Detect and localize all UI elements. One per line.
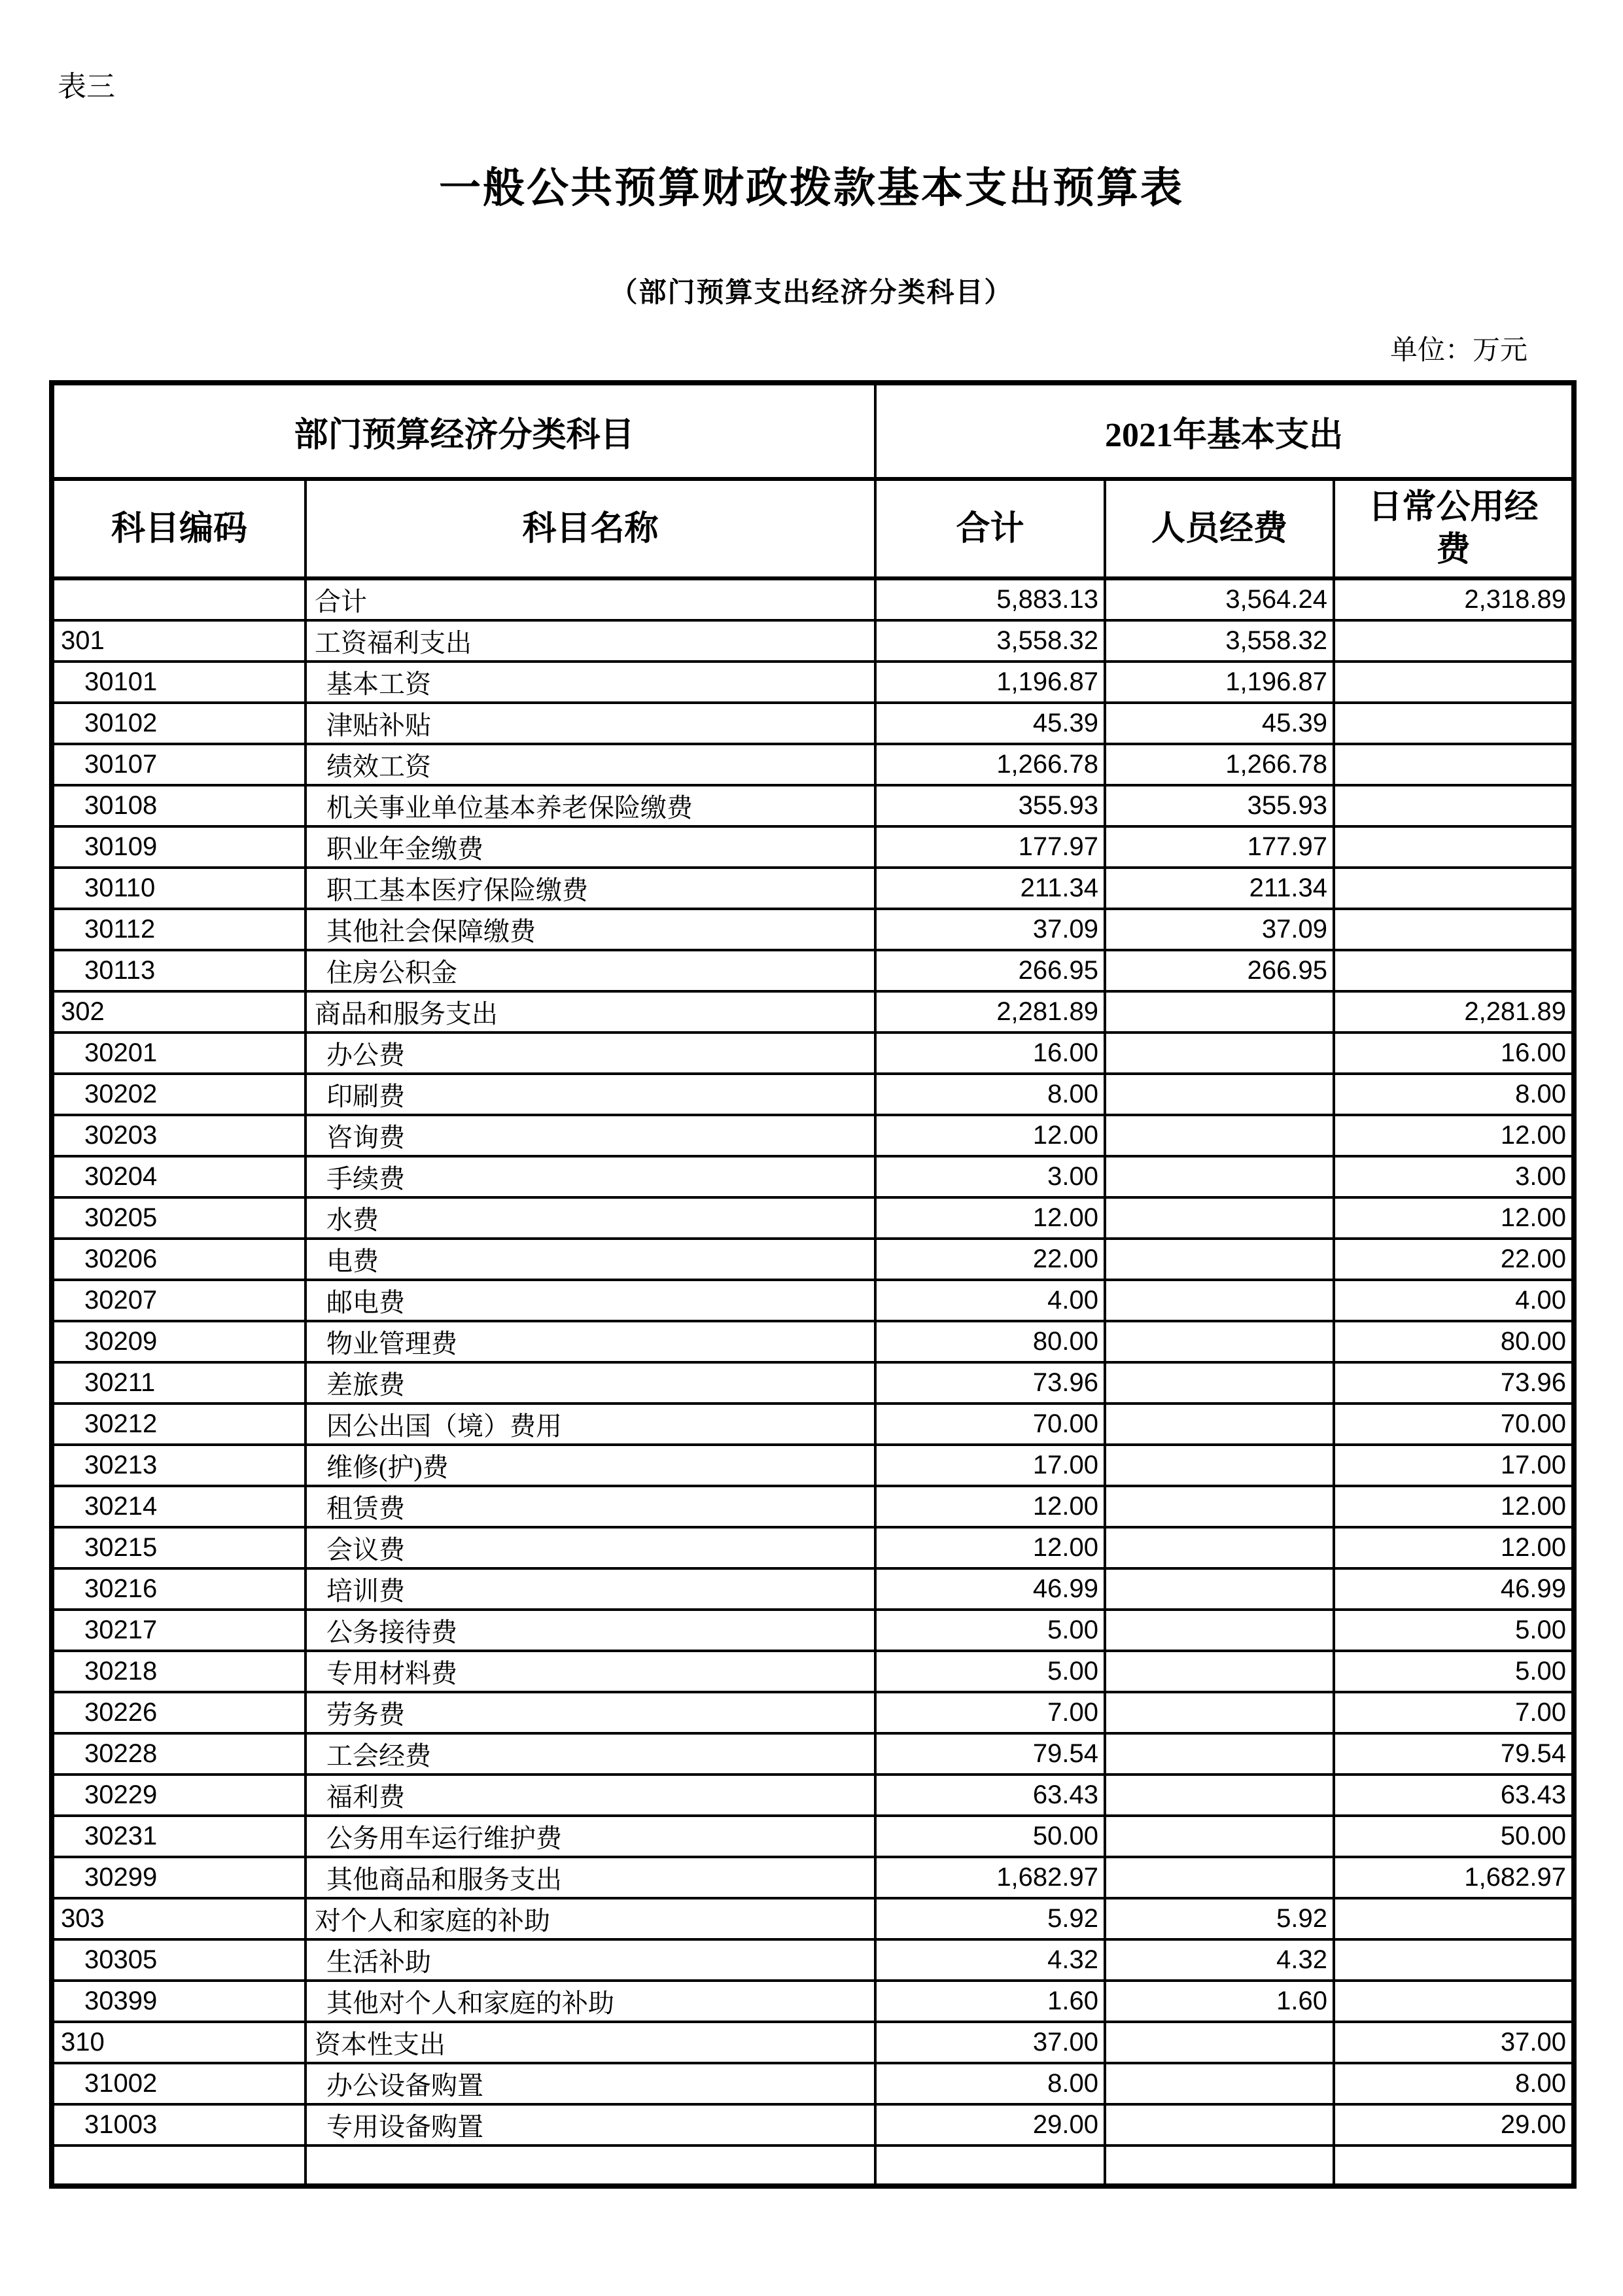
cell-daily: 29.00 bbox=[1334, 2104, 1574, 2146]
cell-personnel bbox=[1105, 1733, 1334, 1775]
cell-daily: 79.54 bbox=[1334, 1733, 1574, 1775]
cell-daily bbox=[1334, 662, 1574, 703]
table-row bbox=[52, 1898, 1574, 1939]
cell-daily bbox=[1334, 785, 1574, 826]
cell-subject-code: 30216 bbox=[52, 1568, 305, 1610]
header-group-row bbox=[52, 383, 1574, 479]
cell-subject-code: 31003 bbox=[52, 2104, 305, 2146]
cell-daily bbox=[1334, 620, 1574, 662]
cell-total: 3.00 bbox=[875, 1156, 1105, 1197]
cell-personnel: 211.34 bbox=[1105, 868, 1334, 909]
cell-subject-code: 30108 bbox=[52, 785, 305, 826]
header-columns-row bbox=[52, 479, 1574, 578]
cell-subject-name: 工会经费 bbox=[305, 1733, 875, 1775]
cell-subject-code: 30203 bbox=[52, 1115, 305, 1156]
cell-personnel bbox=[1105, 1527, 1334, 1568]
cell-total: 8.00 bbox=[875, 1074, 1105, 1115]
cell-daily: 12.00 bbox=[1334, 1197, 1574, 1239]
cell-subject-name: 其他社会保障缴费 bbox=[305, 909, 875, 950]
cell-personnel bbox=[1105, 1692, 1334, 1733]
cell-subject-code: 31002 bbox=[52, 2063, 305, 2104]
table-row bbox=[52, 1568, 1574, 1610]
cell-subject-code: 30204 bbox=[52, 1156, 305, 1197]
table-row bbox=[52, 1321, 1574, 1362]
cell-subject-name: 商品和服务支出 bbox=[305, 991, 875, 1033]
budget-table bbox=[49, 380, 1577, 2189]
cell-subject-name: 水费 bbox=[305, 1197, 875, 1239]
cell-subject-code: 30231 bbox=[52, 1816, 305, 1857]
cell-personnel: 355.93 bbox=[1105, 785, 1334, 826]
header-group-right: 2021年基本支出 bbox=[875, 383, 1574, 479]
cell-personnel: 266.95 bbox=[1105, 950, 1334, 991]
cell-subject-code: 30299 bbox=[52, 1857, 305, 1898]
cell-subject-name: 职工基本医疗保险缴费 bbox=[305, 868, 875, 909]
cell-personnel bbox=[1105, 1115, 1334, 1156]
cell-daily: 70.00 bbox=[1334, 1404, 1574, 1445]
table-row bbox=[52, 1074, 1574, 1115]
cell-total: 5,883.13 bbox=[875, 578, 1105, 620]
table-row bbox=[52, 1692, 1574, 1733]
cell-subject-name: 津贴补贴 bbox=[305, 703, 875, 744]
cell-subject-code: 30209 bbox=[52, 1321, 305, 1362]
cell-total: 5.00 bbox=[875, 1651, 1105, 1692]
table-row bbox=[52, 868, 1574, 909]
cell-subject-name: 公务接待费 bbox=[305, 1610, 875, 1651]
cell-daily: 4.00 bbox=[1334, 1280, 1574, 1321]
cell-total: 12.00 bbox=[875, 1527, 1105, 1568]
cell-total: 29.00 bbox=[875, 2104, 1105, 2146]
table-row bbox=[52, 1857, 1574, 1898]
cell-subject-name: 工资福利支出 bbox=[305, 620, 875, 662]
cell-total: 16.00 bbox=[875, 1033, 1105, 1074]
cell-daily: 80.00 bbox=[1334, 1321, 1574, 1362]
cell-total: 22.00 bbox=[875, 1239, 1105, 1280]
cell-total: 177.97 bbox=[875, 826, 1105, 868]
cell-total: 12.00 bbox=[875, 1115, 1105, 1156]
cell-personnel bbox=[1105, 2022, 1334, 2063]
cell-subject-code: 30228 bbox=[52, 1733, 305, 1775]
cell-total: 7.00 bbox=[875, 1692, 1105, 1733]
table-row bbox=[52, 744, 1574, 785]
cell-subject-name: 专用材料费 bbox=[305, 1651, 875, 1692]
cell-subject-code bbox=[52, 578, 305, 620]
table-row bbox=[52, 1610, 1574, 1651]
cell-daily: 12.00 bbox=[1334, 1527, 1574, 1568]
table-row bbox=[52, 703, 1574, 744]
cell-subject-code: 30109 bbox=[52, 826, 305, 868]
table-row bbox=[52, 1197, 1574, 1239]
cell-personnel bbox=[1105, 1280, 1334, 1321]
cell-personnel: 4.32 bbox=[1105, 1939, 1334, 1981]
cell-total: 2,281.89 bbox=[875, 991, 1105, 1033]
cell-daily: 2,318.89 bbox=[1334, 578, 1574, 620]
cell-subject-name: 其他对个人和家庭的补助 bbox=[305, 1981, 875, 2022]
table-row bbox=[52, 909, 1574, 950]
cell-subject-name: 印刷费 bbox=[305, 1074, 875, 1115]
cell-subject-name: 基本工资 bbox=[305, 662, 875, 703]
cell-daily: 37.00 bbox=[1334, 2022, 1574, 2063]
cell-total: 211.34 bbox=[875, 868, 1105, 909]
cell-daily bbox=[1334, 1898, 1574, 1939]
cell-daily bbox=[1334, 950, 1574, 991]
cell-subject-code: 30113 bbox=[52, 950, 305, 991]
cell-daily bbox=[1334, 703, 1574, 744]
cell-personnel: 45.39 bbox=[1105, 703, 1334, 744]
cell-daily: 7.00 bbox=[1334, 1692, 1574, 1733]
cell-daily: 63.43 bbox=[1334, 1775, 1574, 1816]
cell-subject-code: 310 bbox=[52, 2022, 305, 2063]
cell-personnel bbox=[1105, 1445, 1334, 1486]
cell-subject-code: 30201 bbox=[52, 1033, 305, 1074]
cell-subject-name: 对个人和家庭的补助 bbox=[305, 1898, 875, 1939]
cell-personnel: 1,196.87 bbox=[1105, 662, 1334, 703]
table-row bbox=[52, 785, 1574, 826]
cell-subject-code: 301 bbox=[52, 620, 305, 662]
cell-subject-code: 302 bbox=[52, 991, 305, 1033]
table-row bbox=[52, 1816, 1574, 1857]
cell-total: 45.39 bbox=[875, 703, 1105, 744]
cell-daily: 12.00 bbox=[1334, 1486, 1574, 1527]
table-row bbox=[52, 1239, 1574, 1280]
page-subtitle: （部门预算支出经济分类科目） bbox=[610, 278, 1013, 308]
table-row bbox=[52, 1733, 1574, 1775]
cell-subject-code: 30217 bbox=[52, 1610, 305, 1651]
cell-total: 1,196.87 bbox=[875, 662, 1105, 703]
cell-total: 5.92 bbox=[875, 1898, 1105, 1939]
cell-daily bbox=[1334, 2146, 1574, 2186]
cell-total: 4.00 bbox=[875, 1280, 1105, 1321]
table-row bbox=[52, 1981, 1574, 2022]
cell-subject-name: 物业管理费 bbox=[305, 1321, 875, 1362]
table-row bbox=[52, 1775, 1574, 1816]
cell-subject-name: 其他商品和服务支出 bbox=[305, 1857, 875, 1898]
table-row bbox=[52, 1156, 1574, 1197]
cell-daily bbox=[1334, 1981, 1574, 2022]
col-header-daily-public-funds: 日常公用经费 bbox=[1334, 479, 1574, 578]
cell-subject-name: 资本性支出 bbox=[305, 2022, 875, 2063]
table-row bbox=[52, 1486, 1574, 1527]
cell-daily bbox=[1334, 744, 1574, 785]
cell-personnel: 37.09 bbox=[1105, 909, 1334, 950]
table-row bbox=[52, 1651, 1574, 1692]
table-row bbox=[52, 950, 1574, 991]
cell-daily: 5.00 bbox=[1334, 1651, 1574, 1692]
cell-total: 1,266.78 bbox=[875, 744, 1105, 785]
cell-personnel bbox=[1105, 1775, 1334, 1816]
table-row bbox=[52, 2063, 1574, 2104]
table-row bbox=[52, 578, 1574, 620]
cell-personnel: 3,558.32 bbox=[1105, 620, 1334, 662]
cell-subject-code: 30202 bbox=[52, 1074, 305, 1115]
cell-personnel bbox=[1105, 1404, 1334, 1445]
cell-subject-name: 差旅费 bbox=[305, 1362, 875, 1404]
cell-subject-name: 培训费 bbox=[305, 1568, 875, 1610]
col-header-subject-code: 科目编码 bbox=[52, 479, 305, 578]
cell-daily bbox=[1334, 826, 1574, 868]
cell-personnel bbox=[1105, 1362, 1334, 1404]
cell-subject-code: 30215 bbox=[52, 1527, 305, 1568]
cell-subject-code: 30226 bbox=[52, 1692, 305, 1733]
cell-daily bbox=[1334, 909, 1574, 950]
cell-personnel bbox=[1105, 1610, 1334, 1651]
cell-personnel bbox=[1105, 1156, 1334, 1197]
cell-total: 12.00 bbox=[875, 1486, 1105, 1527]
cell-daily: 16.00 bbox=[1334, 1033, 1574, 1074]
table-row bbox=[52, 662, 1574, 703]
cell-personnel bbox=[1105, 1033, 1334, 1074]
table-row bbox=[52, 991, 1574, 1033]
cell-subject-name: 办公设备购置 bbox=[305, 2063, 875, 2104]
table-row bbox=[52, 2104, 1574, 2146]
cell-total: 355.93 bbox=[875, 785, 1105, 826]
cell-subject-name: 绩效工资 bbox=[305, 744, 875, 785]
cell-daily: 22.00 bbox=[1334, 1239, 1574, 1280]
cell-total: 63.43 bbox=[875, 1775, 1105, 1816]
cell-total: 37.09 bbox=[875, 909, 1105, 950]
cell-daily: 1,682.97 bbox=[1334, 1857, 1574, 1898]
cell-subject-code: 303 bbox=[52, 1898, 305, 1939]
cell-daily: 73.96 bbox=[1334, 1362, 1574, 1404]
cell-subject-name: 咨询费 bbox=[305, 1115, 875, 1156]
cell-daily: 12.00 bbox=[1334, 1115, 1574, 1156]
cell-subject-code: 30214 bbox=[52, 1486, 305, 1527]
cell-subject-name: 职业年金缴费 bbox=[305, 826, 875, 868]
cell-subject-code: 30101 bbox=[52, 662, 305, 703]
cell-daily bbox=[1334, 868, 1574, 909]
table-row bbox=[52, 1362, 1574, 1404]
cell-total: 17.00 bbox=[875, 1445, 1105, 1486]
cell-daily: 8.00 bbox=[1334, 2063, 1574, 2104]
cell-personnel: 177.97 bbox=[1105, 826, 1334, 868]
cell-subject-name: 维修(护)费 bbox=[305, 1445, 875, 1486]
cell-subject-code: 30218 bbox=[52, 1651, 305, 1692]
cell-subject-name: 福利费 bbox=[305, 1775, 875, 1816]
cell-subject-name: 住房公积金 bbox=[305, 950, 875, 991]
header-group-left: 部门预算经济分类科目 bbox=[52, 383, 875, 479]
cell-personnel bbox=[1105, 1486, 1334, 1527]
table-row bbox=[52, 1115, 1574, 1156]
cell-subject-code: 30399 bbox=[52, 1981, 305, 2022]
table-row bbox=[52, 1527, 1574, 1568]
unit-note: 单位：万元 bbox=[1389, 336, 1527, 366]
cell-total: 1,682.97 bbox=[875, 1857, 1105, 1898]
cell-subject-code: 30112 bbox=[52, 909, 305, 950]
cell-personnel bbox=[1105, 1197, 1334, 1239]
cell-subject-code: 30212 bbox=[52, 1404, 305, 1445]
cell-total: 12.00 bbox=[875, 1197, 1105, 1239]
cell-personnel bbox=[1105, 1239, 1334, 1280]
cell-total: 37.00 bbox=[875, 2022, 1105, 2063]
cell-personnel bbox=[1105, 1321, 1334, 1362]
cell-personnel bbox=[1105, 1816, 1334, 1857]
cell-total: 80.00 bbox=[875, 1321, 1105, 1362]
cell-subject-code: 30229 bbox=[52, 1775, 305, 1816]
cell-total: 3,558.32 bbox=[875, 620, 1105, 662]
table-row bbox=[52, 1280, 1574, 1321]
col-header-total: 合计 bbox=[875, 479, 1105, 578]
cell-subject-name: 办公费 bbox=[305, 1033, 875, 1074]
cell-daily: 46.99 bbox=[1334, 1568, 1574, 1610]
cell-daily: 2,281.89 bbox=[1334, 991, 1574, 1033]
table-row bbox=[52, 620, 1574, 662]
cell-total: 4.32 bbox=[875, 1939, 1105, 1981]
cell-subject-name: 电费 bbox=[305, 1239, 875, 1280]
cell-daily: 50.00 bbox=[1334, 1816, 1574, 1857]
cell-personnel bbox=[1105, 2146, 1334, 2186]
cell-total bbox=[875, 2146, 1105, 2186]
cell-subject-code: 30206 bbox=[52, 1239, 305, 1280]
cell-subject-name: 租赁费 bbox=[305, 1486, 875, 1527]
table-row bbox=[52, 1404, 1574, 1445]
table-row bbox=[52, 2146, 1574, 2186]
cell-total: 79.54 bbox=[875, 1733, 1105, 1775]
cell-subject-name: 专用设备购置 bbox=[305, 2104, 875, 2146]
cell-daily: 3.00 bbox=[1334, 1156, 1574, 1197]
table-row bbox=[52, 2022, 1574, 2063]
cell-subject-code: 30205 bbox=[52, 1197, 305, 1239]
cell-subject-code: 30211 bbox=[52, 1362, 305, 1404]
cell-personnel: 5.92 bbox=[1105, 1898, 1334, 1939]
cell-personnel bbox=[1105, 2104, 1334, 2146]
cell-daily bbox=[1334, 1939, 1574, 1981]
cell-subject-name: 机关事业单位基本养老保险缴费 bbox=[305, 785, 875, 826]
cell-subject-code: 30107 bbox=[52, 744, 305, 785]
cell-personnel bbox=[1105, 1074, 1334, 1115]
cell-total: 266.95 bbox=[875, 950, 1105, 991]
col-header-personnel-funds: 人员经费 bbox=[1105, 479, 1334, 578]
cell-personnel bbox=[1105, 991, 1334, 1033]
cell-personnel: 3,564.24 bbox=[1105, 578, 1334, 620]
cell-subject-name: 因公出国（境）费用 bbox=[305, 1404, 875, 1445]
cell-subject-code: 30207 bbox=[52, 1280, 305, 1321]
cell-subject-name: 邮电费 bbox=[305, 1280, 875, 1321]
cell-subject-name: 合计 bbox=[305, 578, 875, 620]
cell-subject-name: 会议费 bbox=[305, 1527, 875, 1568]
cell-total: 73.96 bbox=[875, 1362, 1105, 1404]
cell-subject-code: 30102 bbox=[52, 703, 305, 744]
cell-subject-code: 30213 bbox=[52, 1445, 305, 1486]
cell-total: 46.99 bbox=[875, 1568, 1105, 1610]
page-title: 一般公共预算财政拨款基本支出预算表 bbox=[439, 165, 1184, 211]
col-header-subject-name: 科目名称 bbox=[305, 479, 875, 578]
cell-subject-code bbox=[52, 2146, 305, 2186]
cell-daily: 17.00 bbox=[1334, 1445, 1574, 1486]
table-row bbox=[52, 1033, 1574, 1074]
table-row bbox=[52, 1939, 1574, 1981]
cell-subject-name: 生活补助 bbox=[305, 1939, 875, 1981]
cell-total: 1.60 bbox=[875, 1981, 1105, 2022]
cell-total: 70.00 bbox=[875, 1404, 1105, 1445]
cell-subject-code: 30305 bbox=[52, 1939, 305, 1981]
table-body bbox=[52, 578, 1574, 2186]
cell-personnel bbox=[1105, 1568, 1334, 1610]
cell-subject-name: 劳务费 bbox=[305, 1692, 875, 1733]
cell-personnel bbox=[1105, 2063, 1334, 2104]
cell-personnel: 1,266.78 bbox=[1105, 744, 1334, 785]
cell-total: 50.00 bbox=[875, 1816, 1105, 1857]
cell-subject-name: 公务用车运行维护费 bbox=[305, 1816, 875, 1857]
cell-personnel: 1.60 bbox=[1105, 1981, 1334, 2022]
cell-subject-code: 30110 bbox=[52, 868, 305, 909]
cell-personnel bbox=[1105, 1857, 1334, 1898]
cell-total: 5.00 bbox=[875, 1610, 1105, 1651]
cell-total: 8.00 bbox=[875, 2063, 1105, 2104]
cell-subject-name bbox=[305, 2146, 875, 2186]
table-row bbox=[52, 1445, 1574, 1486]
cell-personnel bbox=[1105, 1651, 1334, 1692]
cell-daily: 5.00 bbox=[1334, 1610, 1574, 1651]
table-row bbox=[52, 826, 1574, 868]
cell-daily: 8.00 bbox=[1334, 1074, 1574, 1115]
table-number-label: 表三 bbox=[58, 71, 115, 103]
cell-subject-name: 手续费 bbox=[305, 1156, 875, 1197]
table-header bbox=[52, 383, 1574, 578]
